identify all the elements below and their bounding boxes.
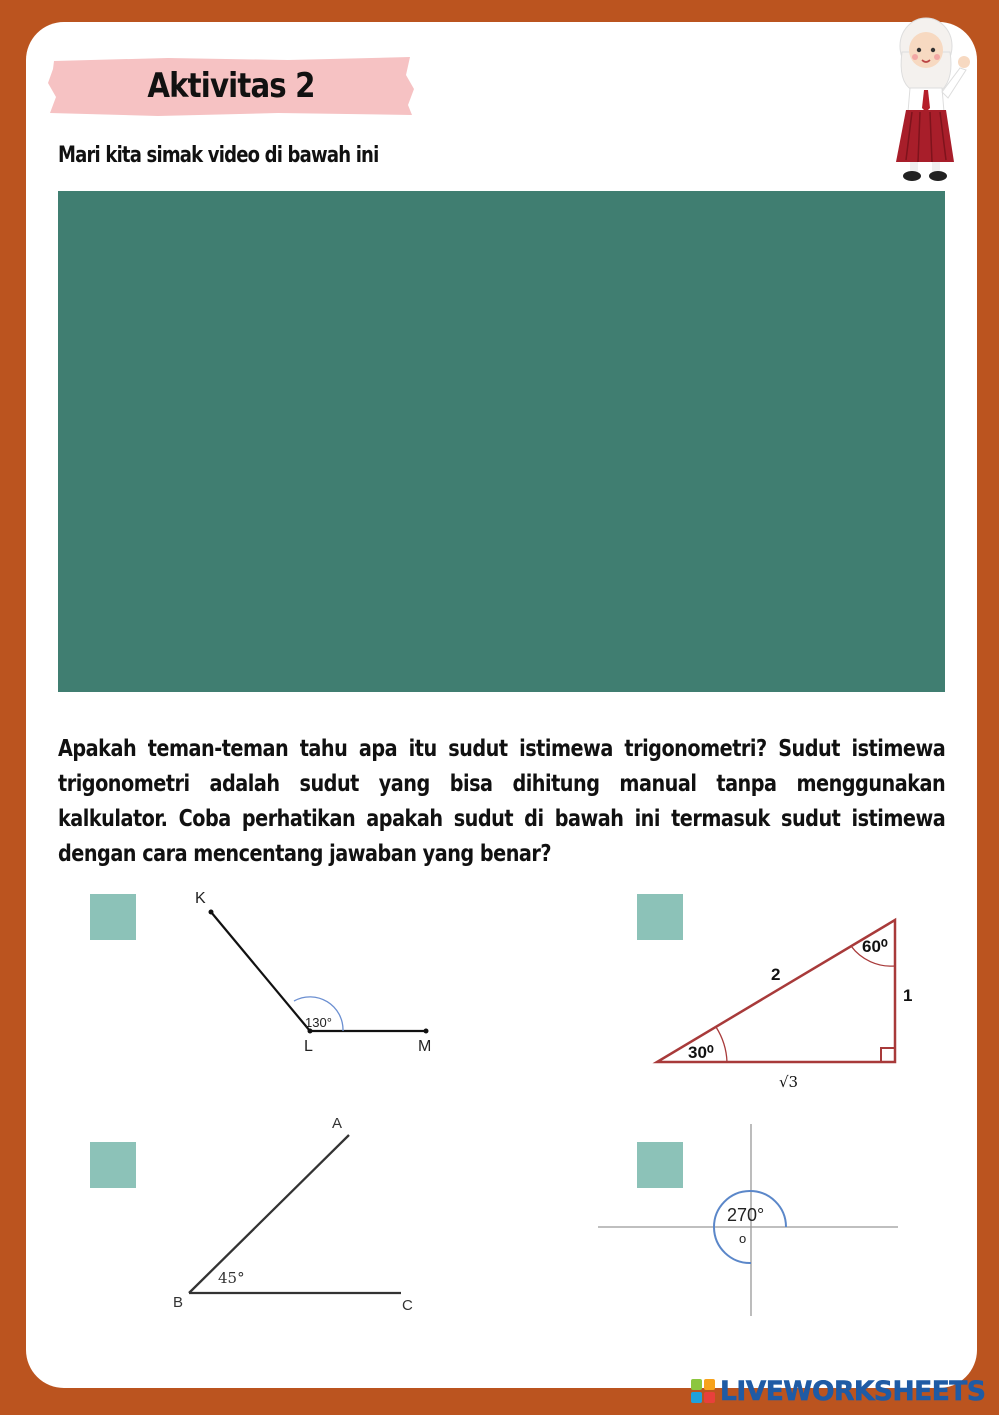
point-a-label: A xyxy=(332,1115,343,1132)
point-l-label: L xyxy=(304,1038,313,1055)
logo-text: LIVEWORKSHEETS xyxy=(720,1375,986,1407)
angle-45-label: 45° xyxy=(218,1269,245,1287)
liveworksheets-logo xyxy=(690,1374,991,1408)
angle-30-label: 30⁰ xyxy=(688,1043,714,1062)
point-b-label: B xyxy=(173,1294,184,1311)
base-side-label: √3 xyxy=(779,1073,799,1091)
checkbox-angle-45[interactable] xyxy=(90,1142,136,1188)
student-girl-mascot-icon xyxy=(884,12,976,188)
point-k-label: K xyxy=(195,890,206,907)
angle-270-figure xyxy=(596,1122,902,1318)
video-player[interactable] xyxy=(58,191,945,692)
intro-text: Mari kita simak video di bawah ini xyxy=(58,143,379,168)
angle-130-label: 130° xyxy=(305,1015,332,1030)
angle-60-label: 60⁰ xyxy=(862,937,888,956)
angle-klm-figure xyxy=(180,880,460,1060)
instruction-paragraph: Apakah teman-teman tahu apa itu sudut istimewa trigonometri? Sudut istimewa trigonometri adalah sudut yang bisa dihitung manual tanpa menggunakan kalkulator. Coba perhatikan apakah sudut di bawah ini termasuk sudut istimewa dengan cara mencentang jawaban yang benar? xyxy=(58,736,946,867)
page-title: Aktivitas 2 xyxy=(147,66,315,106)
checkbox-angle-130[interactable] xyxy=(90,894,136,940)
hypotenuse-label: 2 xyxy=(771,965,781,984)
triangle-30-60-figure xyxy=(650,910,930,1100)
origin-label: o xyxy=(739,1231,747,1246)
point-m-label: M xyxy=(418,1038,432,1055)
point-c-label: C xyxy=(402,1297,413,1314)
angle-270-label: 270° xyxy=(727,1205,765,1225)
liveworksheets-logo-icon xyxy=(690,1378,716,1404)
angle-abc-figure xyxy=(165,1108,435,1318)
opposite-side-label: 1 xyxy=(903,986,913,1005)
title-banner xyxy=(48,55,414,117)
